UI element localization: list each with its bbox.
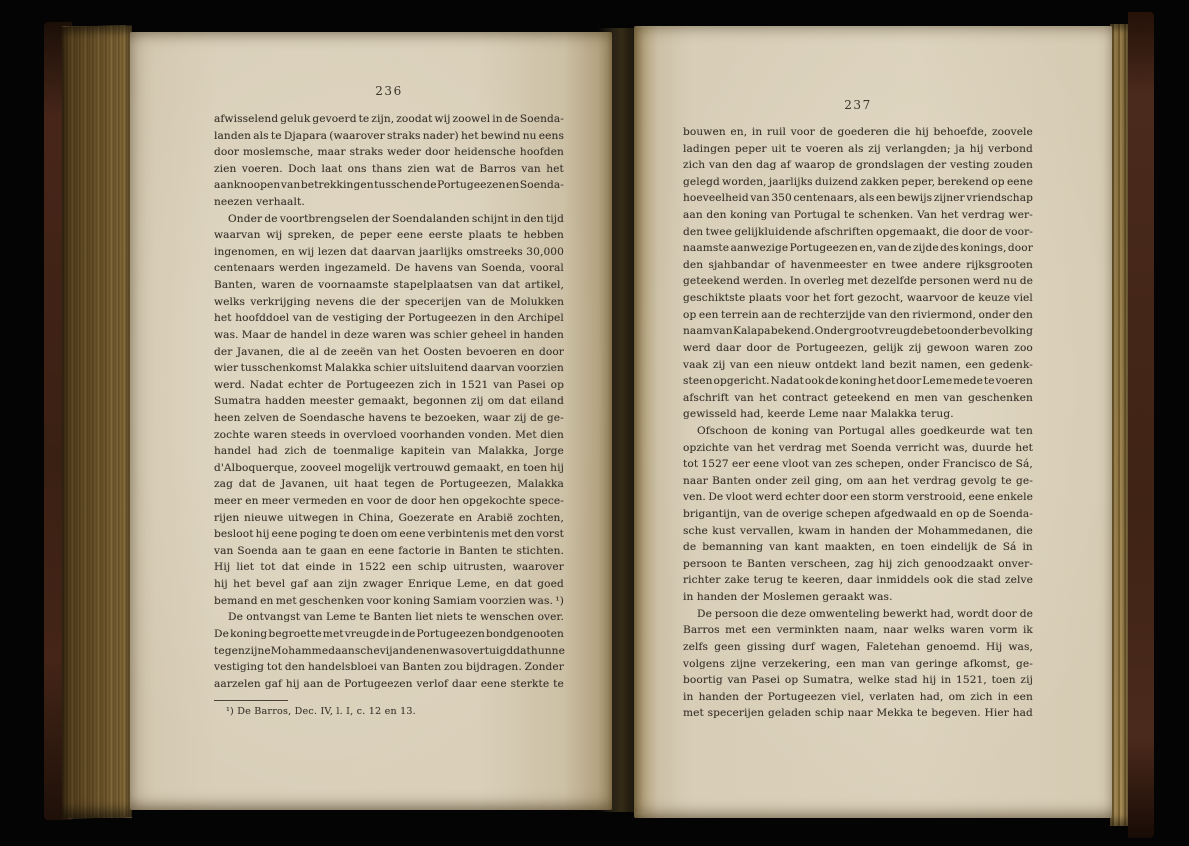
text-line: aan den koning van Portugal te schenken. Van het verdrag wer- (683, 209, 1033, 222)
text-line: in handen der Moslemen geraakt was. (683, 591, 893, 604)
text-line: het hoofddoel van de vestiging der Portugeezen in den Archipel (214, 312, 564, 325)
text-line: Barros met een verminkten naam, naar welks waren vorm ik (683, 624, 1033, 637)
right-page-text (683, 124, 1033, 722)
text-line: den sjahbandar of havenmeester en twee andere rijksgrooten (683, 258, 1033, 271)
text-line: boortig van Pasei op Sumatra, welke stad hij in 1521, toen zij (683, 674, 1033, 687)
text-line: Onder de voortbrengselen der Soendalanden schijnt in den tijd (228, 212, 564, 225)
text-line: De koning begroette met vreugde in de Portugeezen bondgenooten (214, 627, 564, 640)
text-line: op een terrein aan de rechterzijde van den riviermond, onder den (683, 308, 1033, 321)
text-line: sche kust vervallen, kwam in handen der Mohammedanen, die (683, 524, 1033, 537)
text-line: gelegd worden, jaarlijks duizend zakken peper, berekend op eene (683, 175, 1033, 188)
text-line: ingenomen, en wij lezen dat daarvan jaarlijks omstreeks 30,000 (214, 245, 564, 258)
text-line: richter zake terug te keeren, daar inmiddels ook die stad zelve (683, 574, 1033, 587)
text-line: welks verkrijging nevens die der specerijen van de Molukken (214, 295, 564, 308)
text-line: centenaars werden ingezameld. De havens van Soenda, vooral (214, 262, 564, 275)
text-line: werd. Nadat echter de Portugeezen zich in 1521 van Pasei op (214, 378, 564, 391)
text-line: zich van den dag af waarop de grondslagen der vesting zouden (683, 159, 1033, 172)
text-line: De persoon die deze omwenteling bewerkt had, wordt door de (697, 607, 1033, 620)
footnote: ¹) De Barros, Dec. IV, l. I, c. 12 en 13. (226, 706, 416, 717)
text-line: brigantijn, van de overige schepen afgedwaald en op de Soenda- (683, 508, 1033, 521)
paragraph (214, 609, 564, 692)
left-page-text (214, 111, 564, 692)
text-line: Sumatra hadden meester gemaakt, begonnen zij om dat eiland (214, 395, 564, 408)
paragraph (683, 423, 1033, 606)
text-line: met specerijen geladen schip naar Mekka te begeven. Hier had (683, 707, 1033, 720)
footnote-rule (214, 700, 288, 701)
text-line: tegen zijne Mohammedaansche vijanden en was overtuigd dat hunne (214, 644, 565, 657)
text-line: naamste aanwezige Portugeezen en, van de zijde des konings, door (683, 242, 1033, 255)
text-line: afwisselend geluk gevoerd te zijn, zoodat wij zoowel in de Soenda- (214, 113, 564, 125)
text-line: De ontvangst van Leme te Banten liet niets te wenschen over. (228, 611, 564, 624)
text-line: de bemanning van kant maakten, en toen eindelijk de Sá in (683, 541, 1033, 554)
text-line: besloot hij eene poging te doen om eene verbintenis met den vorst (214, 528, 564, 541)
text-line: aarzelen gaf hij aan de Portugeezen verlof daar eene sterkte te (214, 677, 564, 690)
text-line: neezen verhaalt. (214, 196, 305, 209)
text-line: Banten, waren de voornaamste stapelplaatsen van dat artikel, (214, 279, 564, 292)
text-line: was. Maar de handel in deze waren was schier geheel in handen (214, 328, 564, 341)
page-stack-edges-left (62, 26, 132, 819)
text-line: naar Banten onder zeil ging, om aan het verdrag gevolg te ge- (683, 474, 1033, 487)
text-line: zochte waren steeds in overvloed voorhanden vonden. Met dien (214, 428, 564, 441)
paragraph (683, 124, 1033, 423)
text-line: d'Alboquerque, zooveel mogelijk vertrouwd gemaakt, en toen hij (214, 461, 564, 474)
text-line: in handen der Portugeezen viel, verlaten had, om zich in een (683, 690, 1033, 703)
right-page (634, 26, 1112, 818)
text-line: gewisseld had, keerde Leme naar Malakka terug. (683, 408, 954, 421)
text-line: Hij liet tot dat einde in 1522 een schip uitrusten, waarover (214, 561, 564, 574)
text-line: heen zelven de Soendasche havens te bezoeken, waar zij de ge- (214, 411, 564, 424)
text-line: aanknoopen van betrekkingen tusschen de Portugeezen en Soenda- (214, 179, 564, 192)
text-line: persoon te Banten verscheen, zag hij zich genoodzaakt onver- (683, 557, 1033, 570)
text-line: afschrift van het contract geteekend en men van geschenken (683, 391, 1033, 404)
text-line: bemand en met geschenken voor koning Samiam voorzien was. ¹) (214, 594, 564, 607)
text-line: meer en meer vermeden en voor de door hen opgekochte spece- (214, 495, 564, 508)
text-line: volgens zijne verzekering, een man van geringe afkomst, ge- (683, 657, 1033, 670)
text-line: zag dat de Javanen, uit haat tegen de Portugeezen, Malakka (214, 478, 564, 491)
text-line: hij het bevel gaf aan zijn zwager Enrique Leme, en dat goed (214, 578, 564, 591)
right-page-number: 237 (844, 98, 872, 112)
text-line: bouwen en, in ruil voor de goederen die hij behoefde, zoovele (683, 126, 1033, 138)
text-line: opzichte van het verdrag met Soenda verricht was, duurde het (683, 441, 1033, 454)
paragraph (683, 606, 1033, 722)
text-line: zien voeren. Doch laat ons thans zien wat de Barros van het (214, 162, 564, 175)
text-line: handel had zich de toenmalige kapitein van Malakka, Jorge (214, 445, 564, 458)
text-line: waarvan wij spreken, de peper eene eerste plaats te hebben (214, 229, 564, 242)
text-line: rijen nieuwe uitwegen in China, Goezerate en Arabië zochten, (214, 511, 564, 524)
text-line: tot 1527 eer eene vloot van zes schepen, onder Francisco de Sá, (683, 458, 1033, 471)
book-cover-right-edge (1128, 12, 1154, 838)
left-page-number: 236 (375, 84, 403, 98)
text-line: den twee gelijkluidende afschriften opgemaakt, die door de voor- (683, 225, 1033, 238)
text-line: geschiktste plaats voor het fort gezocht, waarvoor de keuze viel (683, 292, 1033, 305)
text-line: Ofschoon de koning van Portugal alles goedkeurde wat ten (697, 424, 1033, 437)
text-line: ven. De vloot werd echter door een storm verstrooid, eene enkele (683, 491, 1033, 504)
text-line: vestiging tot den handelsbloei van Banten zou bijdragen. Zonder (214, 661, 564, 674)
text-line: werd daar door de Portugeezen, gelijk zij gewoon waren zoo (683, 341, 1033, 354)
text-line: zelfs geen gissing durf wagen, Faletehan genoemd. Hij was, (683, 640, 1033, 653)
page-stack-edges-right (1110, 24, 1128, 826)
left-page (130, 32, 612, 810)
text-line: landen als te Djapara (waarover straks nader) het bewind nu eens (214, 129, 564, 142)
text-line: geteekend werden. In overleg met dezelfde personen werd nu de (683, 275, 1033, 288)
text-line: vaak zij van een nieuw ontdekt land bezit namen, een gedenk- (683, 358, 1033, 371)
text-line: van Soenda aan te gaan en eene factorie in Banten te stichten. (214, 544, 564, 557)
text-line: ladingen peper uit te voeren als zij verlangden; ja hij verbond (683, 142, 1033, 155)
paragraph (214, 111, 564, 211)
text-line: steen opgericht. Nadat ook de koning het door Leme mede te voeren (683, 375, 1033, 388)
paragraph (214, 211, 564, 610)
text-line: der Javanen, die al de zeeën van het Oosten bevoeren en door (214, 345, 564, 358)
text-line: door moslemsche, maar straks weder door heidensche hoofden (214, 146, 564, 159)
text-line: hoeveelheid van 350 centenaars, als een bewijs zijner vriendschap (683, 192, 1033, 205)
text-line: naam van Kalapa bekend. Onder groot vreugdebetoon der bevolking (683, 325, 1033, 338)
text-line: wier tusschenkomst Malakka schier uitsluitend daarvan voorzien (214, 362, 564, 375)
